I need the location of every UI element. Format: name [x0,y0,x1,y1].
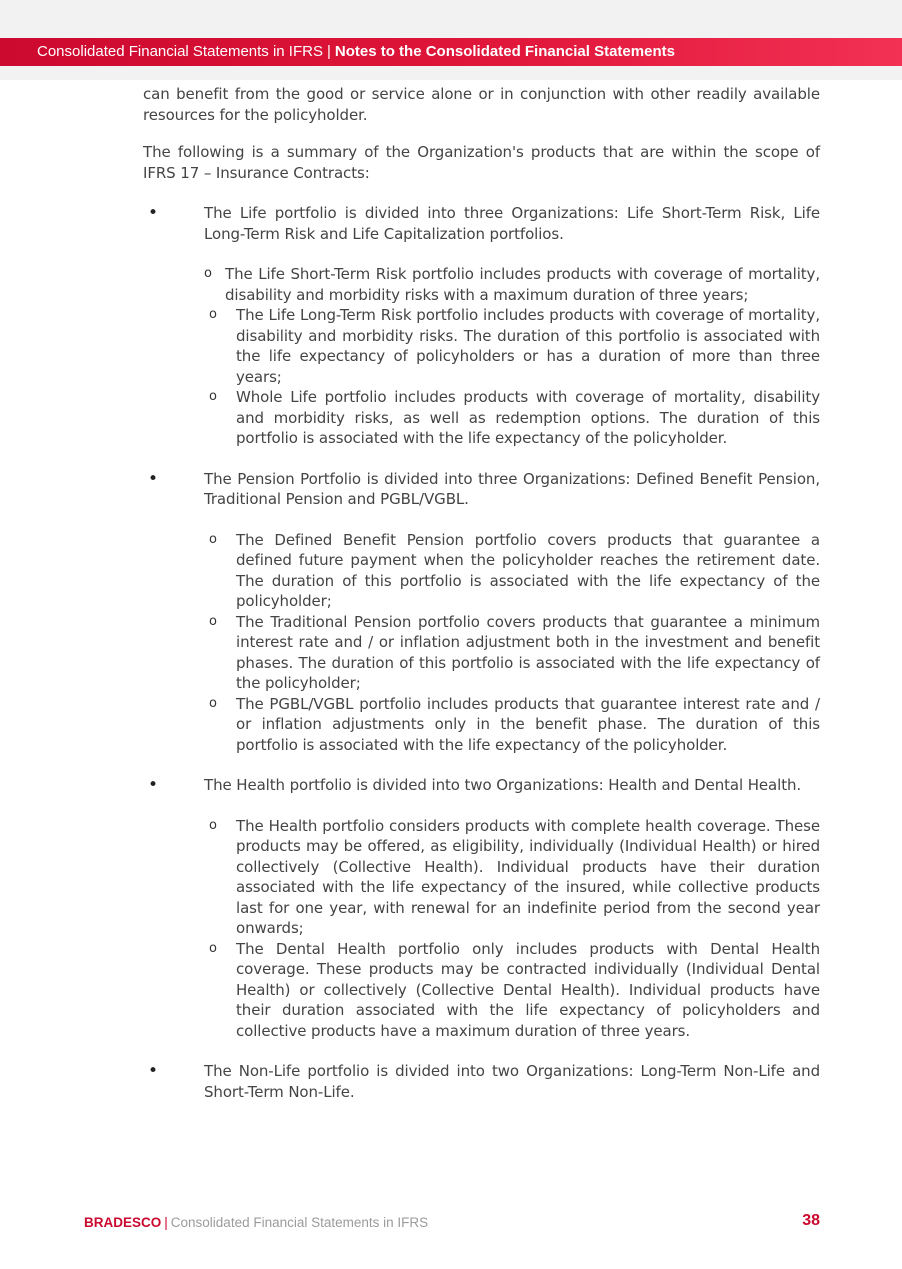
sub-marker: o [209,307,217,322]
sub-item-text: The Health portfolio considers products with complete health coverage. These products may be offered, as eligibility, individually (Individual Health) or hired collectively (Collective Health). Individual products have their duration associated with the life expectancy of the insured, while collective products last for one year, with renewal for an indefinite period from the second year onwards; [236,816,820,937]
sub-marker: o [209,389,217,404]
bullet-item-health [143,775,820,1041]
sub-list-item [204,305,820,387]
sub-list [204,530,820,756]
sub-list-item [204,264,820,305]
header-title-right: Notes to the Consolidated Financial Statements [334,43,675,60]
sub-item-text: The Traditional Pension portfolio covers products that guarantee a minimum interest rate and / or inflation adjustment both in the investment and benefit phases. The duration of this portfolio is associated with the life expectancy of the policyholder; [236,612,820,692]
bullet-marker: • [148,1061,158,1081]
sub-marker: o [204,266,212,281]
sub-list-item [204,612,820,694]
sub-item-text: The Dental Health portfolio only includes products with Dental Health coverage. These products may be contracted individually (Individual Dental Health) or collectively (Collective Dental Health). Individual products have their duration associated with the life expectancy of policyholders and collective products have a maximum duration of three years. [236,939,820,1040]
sub-marker: o [209,817,217,833]
sub-marker: o [209,613,217,629]
sub-marker: o [209,940,217,956]
intro-continuation: can benefit from the good or service alone or in conjunction with other readily available resources for the policyholder. [143,85,820,124]
sub-list-item [204,694,820,756]
sub-list [204,816,820,1042]
sub-item-text: The PGBL/VGBL portfolio includes products that guarantee interest rate and / or inflation adjustments only in the benefit phase. The duration of this portfolio is associated with the life expectancy of the policyholder. [236,694,820,754]
bullet-text: The Life portfolio is divided into three Organizations: Life Short-Term Risk, Life Long-Term Risk and Life Capitalization portfolios. [204,204,820,243]
summary-intro: The following is a summary of the Organization's products that are within the scope of IFRS 17 – Insurance Contracts: [143,143,820,182]
page-footer [84,1213,820,1235]
bullet-item-life [143,203,820,449]
header-underband [0,66,902,80]
sub-list-item [204,530,820,612]
bullet-item-pension [143,469,820,756]
header-separator: | [326,43,331,60]
sub-list-item [204,387,820,449]
sub-list-item [204,816,820,939]
sub-item-text: The Defined Benefit Pension portfolio covers products that guarantee a defined future payment when the policyholder reaches the retirement date. The duration of this portfolio is associated with the life expectancy of the policyholder; [236,530,820,610]
page-body [143,84,820,1102]
sub-list-item [204,939,820,1042]
sub-item-text: Whole Life portfolio includes products with coverage of mortality, disability and morbidity risks, as well as redemption options. The duration of this portfolio is associated with the life expectancy of the policyholder. [236,388,820,447]
sub-marker: o [209,695,217,711]
sub-item-text: The Life Long-Term Risk portfolio includes products with coverage of mortality, disability and morbidity risks. The duration of this portfolio is associated with the life expectancy of policyholders or has a duration of more than three years; [236,306,820,386]
sub-list [204,264,820,449]
footer-separator: | [164,1215,168,1230]
sub-item-text: The Life Short-Term Risk portfolio includes products with coverage of mortality, disability and morbidity risks with a maximum duration of three years; [225,265,820,304]
bullet-item-non-life [143,1061,820,1102]
bullet-text: The Health portfolio is divided into two Organizations: Health and Dental Health. [204,776,802,794]
sub-marker: o [209,531,217,547]
footer-doc-title: Consolidated Financial Statements in IFRS [170,1215,429,1230]
bullet-marker: • [148,203,158,223]
bullet-text: The Pension Portfolio is divided into three Organizations: Defined Benefit Pension, Traditional Pension and PGBL/VGBL. [204,469,820,508]
bullet-text: The Non-Life portfolio is divided into two Organizations: Long-Term Non-Life and Short-Term Non-Life. [204,1062,820,1101]
bullet-marker: • [148,775,158,795]
bullet-marker: • [148,468,158,489]
header-title-left: Consolidated Financial Statements in IFRS [37,43,323,60]
brand-logo-text: BRADESCO [84,1215,162,1230]
page-header [0,38,902,66]
page-number: 38 [802,1212,820,1229]
top-margin [0,0,902,38]
